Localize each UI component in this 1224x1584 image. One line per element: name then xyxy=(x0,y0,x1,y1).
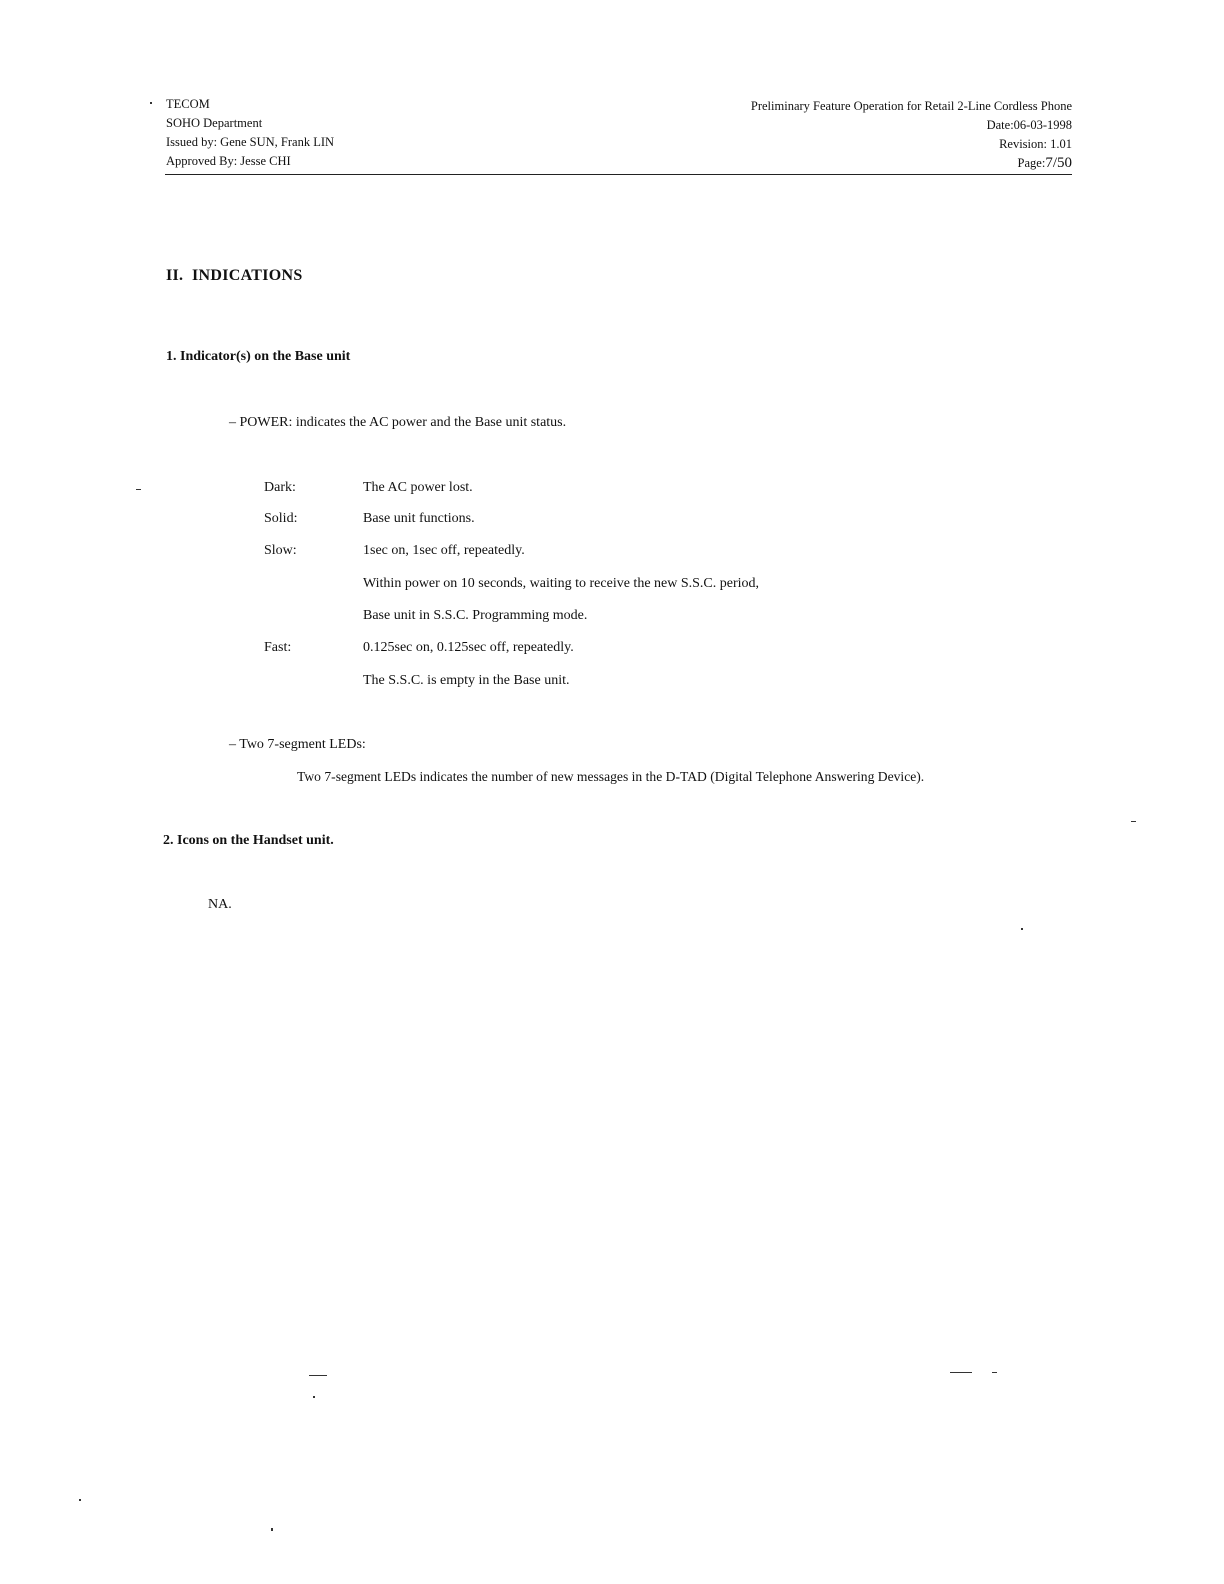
status-term: Fast: xyxy=(264,640,292,655)
scan-speck xyxy=(313,1396,315,1398)
header-department: SOHO Department xyxy=(166,116,263,130)
status-desc: Base unit in S.S.C. Programming mode. xyxy=(363,608,588,623)
header-page xyxy=(751,154,1072,173)
section-title: II. INDICATIONS xyxy=(166,267,303,284)
header-doc-title: Preliminary Feature Operation for Retail 2-Line Cordless Phone xyxy=(750,99,1072,113)
scan-speck xyxy=(950,1372,972,1373)
subsection-1-heading: 1. Indicator(s) on the Base unit xyxy=(166,349,351,364)
status-desc: 1sec on, 1sec off, repeatedly. xyxy=(363,543,525,558)
header-right xyxy=(751,97,1072,173)
scan-speck xyxy=(79,1499,81,1501)
header-approved-by: Approved By: Jesse CHI xyxy=(166,154,291,168)
status-term: Dark: xyxy=(264,480,296,495)
header-page-value: 7/50 xyxy=(1045,155,1072,171)
scan-speck xyxy=(1131,821,1136,822)
header-company: TECOM xyxy=(166,97,210,111)
led-description: Two 7-segment LEDs indicates the number of new messages in the D-TAD (Digital Telephone Answering Device). xyxy=(297,769,925,784)
status-row-fast-detail xyxy=(264,673,570,689)
status-desc: Base unit functions. xyxy=(363,511,475,526)
status-row-slow-detail-1 xyxy=(264,576,759,592)
header-revision: Revision: 1.01 xyxy=(999,137,1072,151)
status-row-slow xyxy=(264,543,525,559)
status-row-slow-detail-2 xyxy=(264,608,587,624)
scan-speck xyxy=(1021,928,1023,930)
scan-speck xyxy=(150,102,152,104)
scan-speck xyxy=(309,1375,327,1376)
header-date: Date:06-03-1998 xyxy=(986,118,1072,132)
status-desc: 0.125sec on, 0.125sec off, repeatedly. xyxy=(363,640,574,655)
status-desc: The S.S.C. is empty in the Base unit. xyxy=(363,673,570,688)
subsection-2-body: NA. xyxy=(208,897,232,912)
power-intro: – POWER: indicates the AC power and the Base unit status. xyxy=(229,415,567,430)
status-term: Slow: xyxy=(264,543,297,558)
status-row-solid xyxy=(264,511,475,527)
header-left xyxy=(166,95,334,171)
scan-speck xyxy=(992,1372,997,1373)
header-page-label: Page: xyxy=(1017,156,1046,170)
scan-speck xyxy=(271,1528,273,1531)
status-desc: The AC power lost. xyxy=(363,480,473,495)
header-divider xyxy=(165,174,1072,175)
status-row-dark xyxy=(264,480,473,496)
scan-speck xyxy=(136,489,141,490)
subsection-2-heading: 2. Icons on the Handset unit. xyxy=(163,833,334,848)
status-row-fast xyxy=(264,640,574,656)
led-intro: – Two 7-segment LEDs: xyxy=(229,737,366,752)
header-issued-by: Issued by: Gene SUN, Frank LIN xyxy=(166,135,335,149)
status-term: Solid: xyxy=(264,511,298,526)
status-desc: Within power on 10 seconds, waiting to receive the new S.S.C. period, xyxy=(363,576,760,591)
